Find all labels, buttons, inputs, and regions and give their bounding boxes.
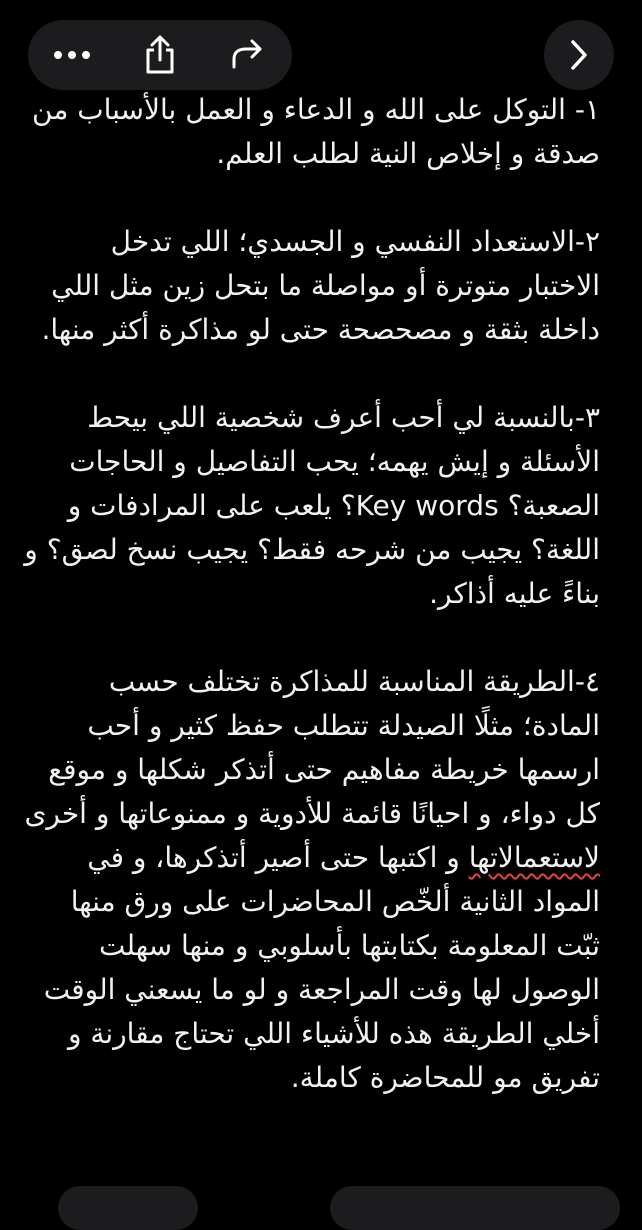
chevron-right-icon <box>568 38 590 72</box>
note-paragraph-2: ٢-الاستعداد النفسي و الجسدي؛ اللي تدخل الاختبار متوترة أو مواصلة ما بتحل زين مثل اللي داخلة بثقة و مصحصحة حتى لو مذاكرة أكثر منها. <box>41 225 600 346</box>
misspelled-word[interactable]: لاستعمالاتها <box>468 841 600 874</box>
forward-arrow-icon <box>228 37 268 73</box>
share-button[interactable] <box>116 20 204 90</box>
forward-button[interactable] <box>204 20 292 90</box>
note-paragraph-3: ٣-بالنسبة لي أحب أعرف شخصية اللي بيحط الأسئلة و إيش يهمه؛ يحب التفاصيل و الحاجات الصعبة؟ Key words؟ يلعب على المرادفات و اللغة؟ يجيب من شرحه فقط؟ يجيب نسخ لصق؟ و بناءً عليه أذاكر. <box>24 401 600 610</box>
note-paragraph-4-start: ٤-الطريقة المناسبة للمذاكرة تختلف حسب المادة؛ مثلًا الصيدلة تتطلب حفظ كثير و أحب ارسمها خريطة مفاهيم حتى أتذكر شكلها و موقع كل دواء، و احيانًا قائمة للأدوية و ممنوعاتها و أخرى <box>24 665 600 830</box>
ellipsis-icon <box>52 49 92 61</box>
toolbar-button-group <box>28 20 292 90</box>
bottom-toolbar-right[interactable] <box>330 1186 620 1230</box>
note-paragraph-1: ١- التوكل على الله و الدعاء و العمل بالأسباب من صدقة و إخلاص النية لطلب العلم. <box>32 93 600 170</box>
note-body[interactable] <box>24 88 600 1144</box>
top-toolbar <box>0 20 642 90</box>
note-paragraph-4 <box>24 660 600 1100</box>
more-button[interactable] <box>28 20 116 90</box>
bottom-toolbar-left[interactable] <box>58 1186 198 1230</box>
note-paragraph-4-end: و اكتبها حتى أصير أتذكرها، و في المواد الثانية ألخّص المحاضرات على ورق منها ثبّت المعلومة بكتابتها بأسلوبي و منها سهلت الوصول لها وقت المراجعة و لو ما يسعني الوقت أخلي الطريقة هذه للأشياء اللي تحتاج مقارنة و تفريق مو للمحاضرة كاملة. <box>43 841 600 1094</box>
share-icon <box>142 35 178 75</box>
next-button[interactable] <box>544 20 614 90</box>
